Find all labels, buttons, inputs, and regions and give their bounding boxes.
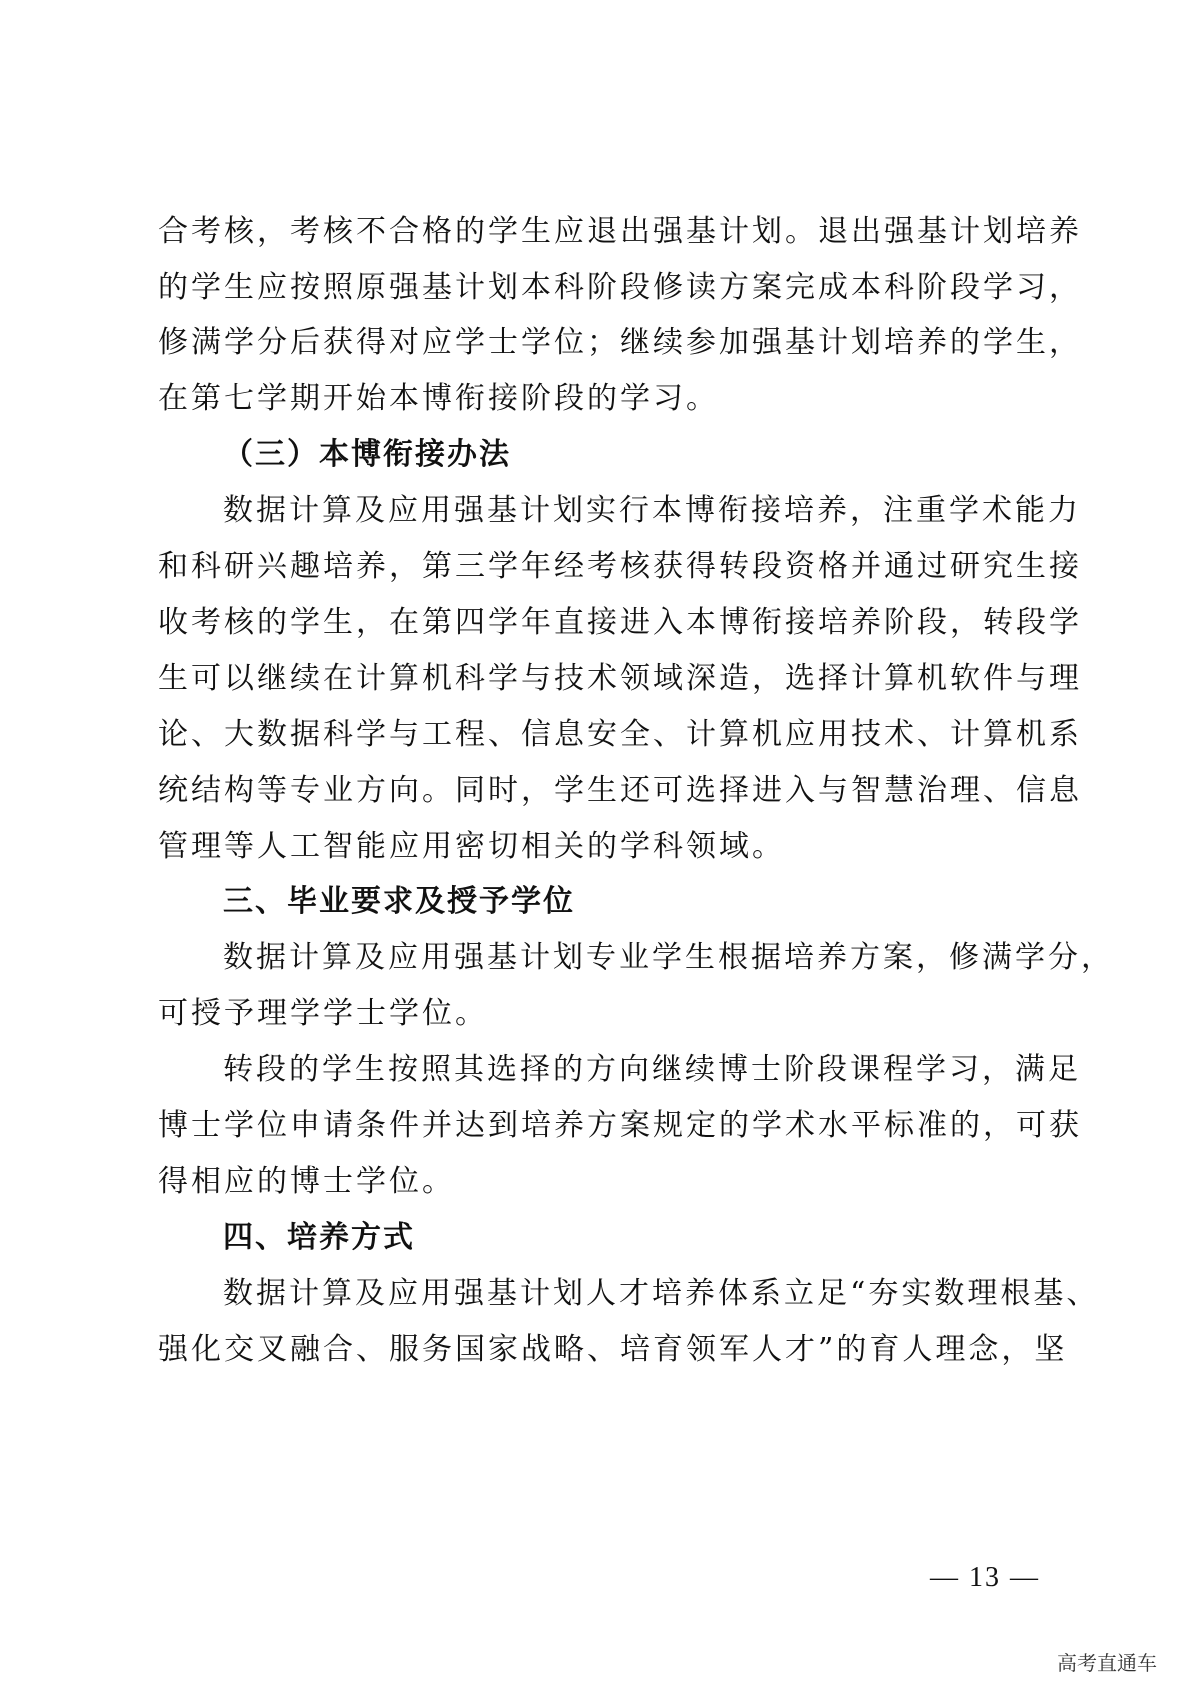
paragraph-line: 论、大数据科学与工程、信息安全、计算机应用技术、计算机系 <box>158 717 1082 752</box>
paragraph-line: 数据计算及应用强基计划专业学生根据培养方案，修满学分， <box>223 940 1114 975</box>
section-heading: 三、毕业要求及授予学位 <box>223 884 575 919</box>
paragraph-line: 博士学位申请条件并达到培养方案规定的学术水平标准的，可获 <box>158 1108 1082 1143</box>
paragraph-line: 转段的学生按照其选择的方向继续博士阶段课程学习，满足 <box>223 1052 1081 1087</box>
paragraph-line: 可授予理学学士学位。 <box>158 996 488 1031</box>
paragraph-line: 数据计算及应用强基计划人才培养体系立足“夯实数理根基、 <box>223 1276 1100 1311</box>
paragraph-line: 强化交叉融合、服务国家战略、培育领军人才”的育人理念，坚 <box>158 1332 1068 1367</box>
paragraph-line: 生可以继续在计算机科学与技术领域深造，选择计算机软件与理 <box>158 661 1082 696</box>
page-number: — 13 — <box>930 1562 1040 1593</box>
paragraph-line: 在第七学期开始本博衔接阶段的学习。 <box>158 381 719 416</box>
section-subheading: （三）本博衔接办法 <box>223 437 511 472</box>
watermark-text: 高考直通车 <box>1057 1651 1157 1675</box>
paragraph-line: 的学生应按照原强基计划本科阶段修读方案完成本科阶段学习， <box>158 270 1082 305</box>
paragraph-line: 收考核的学生，在第四学年直接进入本博衔接培养阶段，转段学 <box>158 605 1082 640</box>
paragraph-line: 得相应的博士学位。 <box>158 1164 455 1199</box>
paragraph-line: 和科研兴趣培养，第三学年经考核获得转段资格并通过研究生接 <box>158 549 1082 584</box>
paragraph-line: 统结构等专业方向。同时，学生还可选择进入与智慧治理、信息 <box>158 773 1082 808</box>
section-heading: 四、培养方式 <box>223 1220 415 1255</box>
paragraph-line: 管理等人工智能应用密切相关的学科领域。 <box>158 829 785 864</box>
paragraph-line: 合考核，考核不合格的学生应退出强基计划。退出强基计划培养 <box>158 214 1082 249</box>
paragraph-line: 修满学分后获得对应学士学位；继续参加强基计划培养的学生， <box>158 325 1082 360</box>
paragraph-line: 数据计算及应用强基计划实行本博衔接培养，注重学术能力 <box>223 493 1081 528</box>
